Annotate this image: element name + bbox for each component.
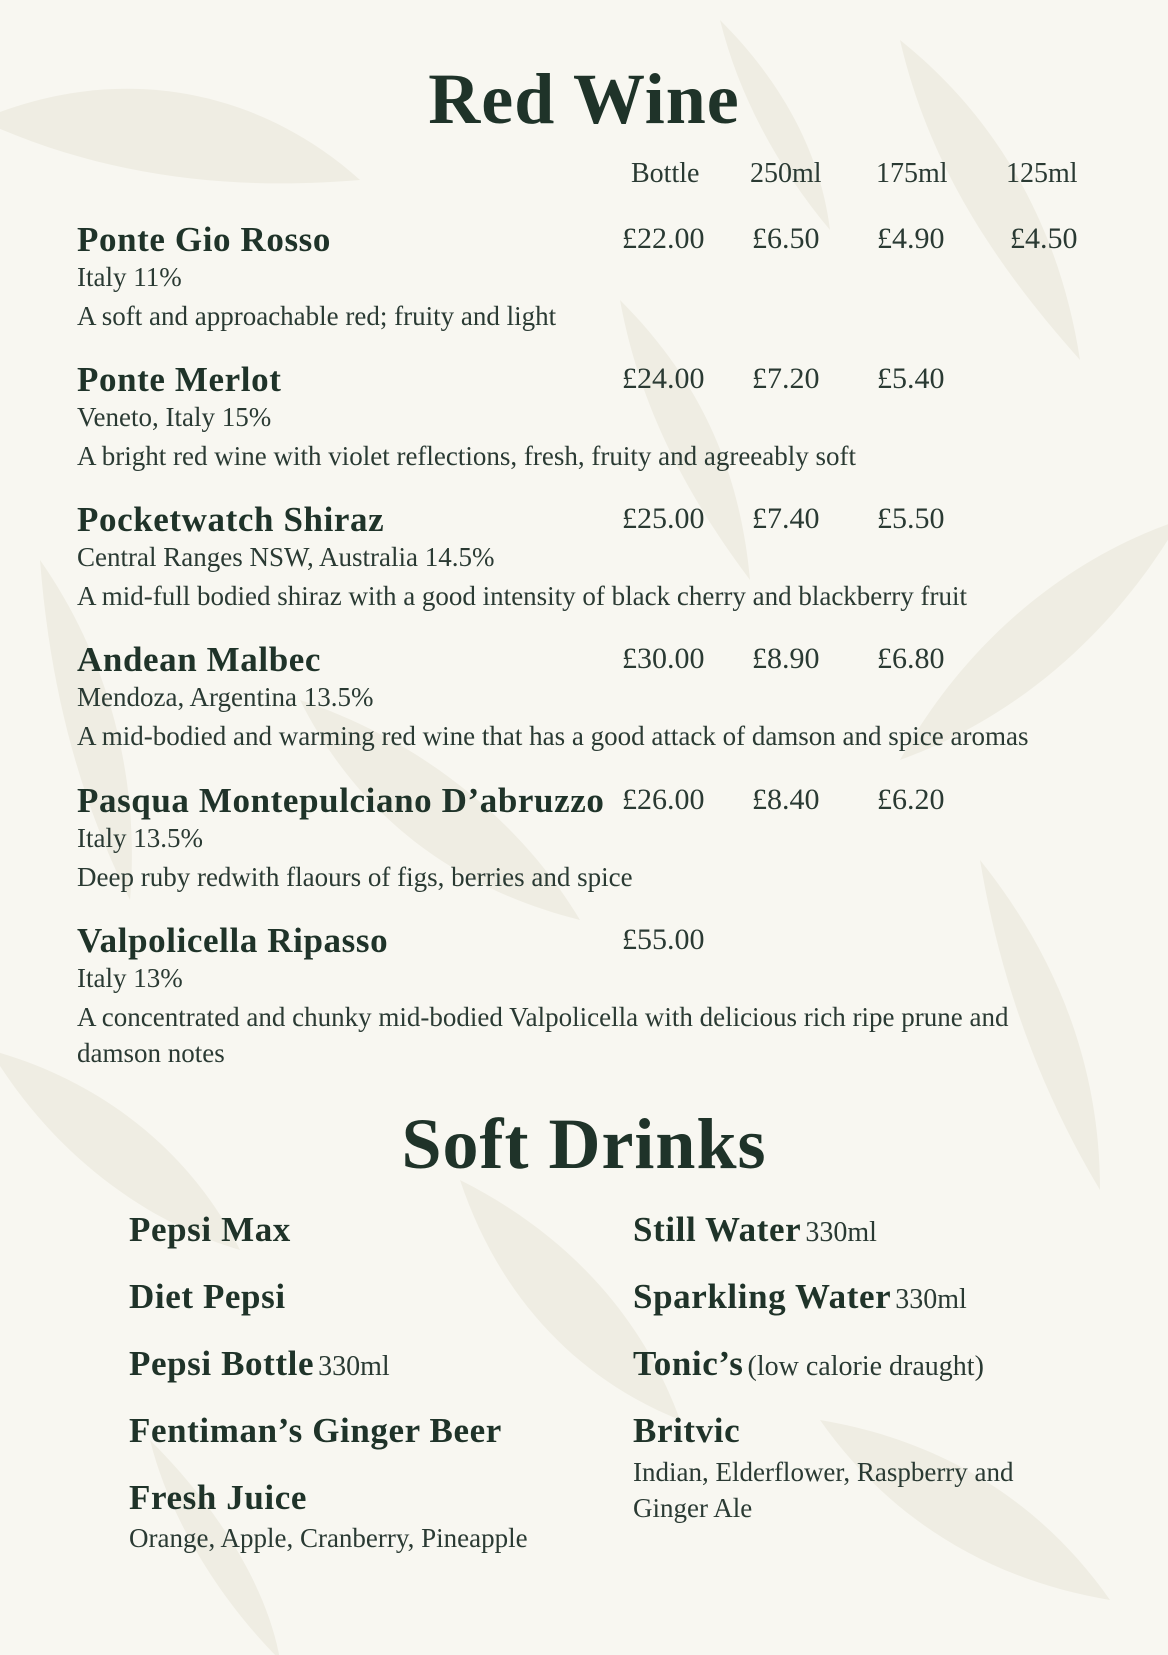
soft-drink-item [129, 1277, 286, 1317]
wine-description: Deep ruby redwith flaours of figs, berries and spice [77, 862, 633, 892]
soft-drink-item [633, 1277, 967, 1317]
soft-drink-detail: Orange, Apple, Cranberry, Pineapple [129, 1523, 528, 1553]
soft-drink-detail: Indian, Elderflower, Raspberry and Ginger Ale [633, 1457, 1014, 1523]
soft-drink-item [633, 1411, 740, 1451]
price-250ml: £7.40 [752, 502, 820, 535]
column-header-250ml: 250ml [750, 158, 822, 189]
soft-drink-name: Tonic’s [633, 1344, 744, 1383]
price-250ml: £7.20 [752, 362, 820, 395]
price-bottle: £55.00 [622, 923, 705, 956]
price-175ml: £4.90 [877, 222, 945, 255]
soft-drinks-title: Soft Drinks [401, 1104, 767, 1184]
soft-drink-size: 330ml [805, 1217, 877, 1248]
column-header-125ml: 125ml [1006, 158, 1078, 189]
price-125ml: £4.50 [1010, 222, 1078, 255]
soft-drink-item [633, 1210, 877, 1250]
price-250ml: £8.40 [752, 783, 820, 816]
soft-drink-item [129, 1210, 291, 1250]
soft-drink-size: 330ml [318, 1351, 390, 1382]
price-175ml: £6.80 [877, 642, 945, 675]
wine-name: Andean Malbec [77, 640, 322, 679]
wine-origin: Mendoza, Argentina 13.5% [77, 682, 374, 712]
soft-drink-item [129, 1344, 390, 1384]
soft-drink-name: Britvic [633, 1411, 741, 1450]
soft-drink-name: Still Water [633, 1210, 802, 1249]
price-bottle: £25.00 [622, 502, 705, 535]
price-250ml: £6.50 [752, 222, 820, 255]
wine-origin: Veneto, Italy 15% [77, 402, 272, 432]
soft-drink-name: Fresh Juice [129, 1478, 308, 1517]
wine-description: A mid-full bodied shiraz with a good intensity of black cherry and blackberry fruit [77, 581, 967, 611]
wine-name: Pocketwatch Shiraz [77, 500, 385, 539]
wine-name: Valpolicella Ripasso [77, 921, 389, 960]
column-header-bottle: Bottle [631, 158, 700, 189]
soft-drink-item [633, 1344, 984, 1384]
price-bottle: £22.00 [622, 222, 705, 255]
column-header-175ml: 175ml [876, 158, 948, 189]
price-bottle: £26.00 [622, 783, 705, 816]
soft-drink-size: 330ml [895, 1284, 967, 1315]
soft-drink-name: Fentiman’s Ginger Beer [129, 1411, 502, 1450]
soft-drink-name: Pepsi Bottle [129, 1344, 315, 1383]
price-bottle: £30.00 [622, 642, 705, 675]
wine-name: Pasqua Montepulciano D’abruzzo [77, 781, 605, 820]
wine-origin: Italy 11% [77, 262, 182, 292]
soft-drink-name: Diet Pepsi [129, 1277, 286, 1316]
wine-description: A concentrated and chunky mid-bodied Valpolicella with delicious rich ripe prune and damson notes [77, 1002, 1009, 1068]
soft-drink-name: Pepsi Max [129, 1210, 291, 1249]
wine-origin: Italy 13% [77, 963, 183, 993]
soft-drink-item [129, 1478, 307, 1518]
wine-description: A soft and approachable red; fruity and light [77, 301, 557, 331]
price-175ml: £5.40 [877, 362, 945, 395]
price-bottle: £24.00 [622, 362, 705, 395]
soft-drink-item [129, 1411, 502, 1451]
wine-description: A mid-bodied and warming red wine that has a good attack of damson and spice aromas [77, 721, 1029, 751]
price-175ml: £5.50 [877, 502, 945, 535]
price-175ml: £6.20 [877, 783, 945, 816]
price-250ml: £8.90 [752, 642, 820, 675]
wine-name: Ponte Merlot [77, 360, 282, 399]
red-wine-title: Red Wine [428, 59, 740, 139]
wine-origin: Central Ranges NSW, Australia 14.5% [77, 542, 495, 572]
soft-drink-name: Sparkling Water [633, 1277, 892, 1316]
wine-name: Ponte Gio Rosso [77, 220, 331, 259]
wine-origin: Italy 13.5% [77, 823, 203, 853]
wine-description: A bright red wine with violet reflections, fresh, fruity and agreeably soft [77, 441, 857, 471]
soft-drink-note: (low calorie draught) [747, 1351, 984, 1382]
